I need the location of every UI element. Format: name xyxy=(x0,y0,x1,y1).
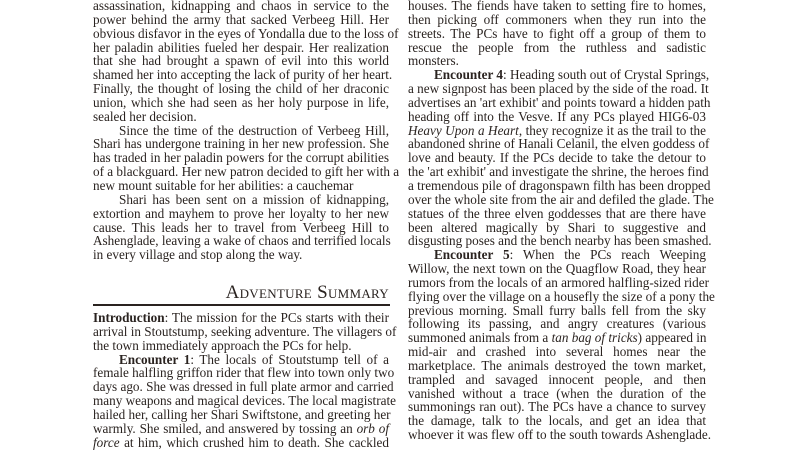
text-segment: arrival in Stoutstump, seeking adventure. The villagers of xyxy=(93,323,397,339)
text-line xyxy=(408,221,706,235)
text-segment: flying over the village on a housefly the size of a pony the xyxy=(408,288,715,304)
text-line xyxy=(408,317,706,331)
text-segment: disgusting poses and the bench nearby has been smashed. xyxy=(408,233,712,249)
text-segment: the town immediately approach the PCs for help. xyxy=(93,337,352,353)
text-segment: : Heading south out of Crystal Springs, xyxy=(503,67,710,83)
text-segment: warmly. She smiled, and answered by tossing an xyxy=(93,420,357,436)
right-column-encounters-text xyxy=(408,0,715,443)
text-line xyxy=(408,262,706,276)
section-heading-adventure-summary: Adventure Summary xyxy=(225,282,389,303)
text-line xyxy=(408,345,706,359)
text-line xyxy=(408,288,715,304)
text-segment: whoever it was flew off to the south towards Ashenglade. xyxy=(408,427,712,443)
text-line xyxy=(93,436,389,450)
text-line xyxy=(93,221,389,235)
text-segment: then picking off commoners when they run into the xyxy=(408,11,706,27)
left-column-summary-text xyxy=(93,310,397,450)
text-line xyxy=(93,408,389,422)
text-segment: : When the PCs reach Weeping xyxy=(509,247,706,263)
text-segment: , they recognize it as the trail to the xyxy=(518,122,707,138)
text-line xyxy=(408,400,706,414)
text-line xyxy=(408,373,706,387)
text-segment: Willow, the next town on the Quagflow Road, they hear xyxy=(408,261,706,277)
text-segment: in every village and stop along the way. xyxy=(93,247,303,263)
text-segment: has traded in her paladin powers for the corrupt abilities xyxy=(93,150,389,166)
text-line xyxy=(408,427,712,443)
text-line xyxy=(93,365,395,381)
text-line xyxy=(93,193,389,207)
text-segment: mid-air and crashed into several homes near the xyxy=(408,344,706,360)
bold-label: Encounter 5 xyxy=(434,247,510,263)
text-line xyxy=(93,353,389,367)
text-line xyxy=(408,136,710,152)
text-line xyxy=(93,41,389,55)
text-line xyxy=(408,331,706,345)
text-segment: summoned animals from a xyxy=(408,330,552,346)
text-segment: Shari has been sent on a mission of kidnapping, xyxy=(119,191,389,207)
text-segment: streets. The PCs have to fight off a group of them to xyxy=(408,25,706,41)
text-segment: houses. The fiends have taken to setting fire to homes, xyxy=(408,0,706,13)
text-line xyxy=(93,339,389,353)
text-line xyxy=(93,393,396,409)
text-segment: summonings ran out). The PCs have a chance to survey xyxy=(408,399,706,415)
text-segment: vanished without a trace (when the duration of the xyxy=(408,385,706,401)
text-line xyxy=(93,67,393,83)
text-segment: : The locals of Stoutstump tell of a xyxy=(190,351,389,367)
text-segment: new mount suitable for her abilities: a cauchemar xyxy=(93,177,354,193)
text-segment: a tremendous pile of dragonspawn filth has been dropped xyxy=(408,177,711,193)
text-line xyxy=(93,25,399,41)
text-segment: marketplace. The animals destroyed the town market, xyxy=(408,357,706,373)
text-line xyxy=(93,379,394,395)
text-line xyxy=(408,177,711,193)
left-column-background-text xyxy=(93,0,400,263)
text-line xyxy=(93,422,389,436)
text-line xyxy=(93,54,389,68)
text-segment: hailed her, calling her Shari Swiftstone, and greeting her xyxy=(93,406,391,422)
text-segment: union, which she had seen as her holy purpose in life, xyxy=(93,94,389,110)
text-line xyxy=(93,207,389,221)
text-line xyxy=(408,81,709,97)
text-line xyxy=(408,41,706,55)
text-segment: love and beauty. If the PCs decide to take the detour to xyxy=(408,150,706,166)
text-line xyxy=(93,137,389,151)
text-segment: abandoned shrine of Hanali Celanil, the elven goddess of xyxy=(408,136,710,152)
text-line xyxy=(408,191,714,207)
text-line xyxy=(93,82,389,96)
text-segment: ) appeared in xyxy=(637,330,707,346)
text-line xyxy=(408,94,711,110)
text-segment: Since the time of the destruction of Verbeeg Hill, xyxy=(119,122,389,138)
text-line xyxy=(93,234,389,248)
text-segment: a new signpost has been placed by the side of the road. It xyxy=(408,81,709,97)
text-line xyxy=(408,164,709,180)
text-segment: : The mission for the PCs starts with their xyxy=(164,310,389,325)
text-segment: over the whole site from the air and defiled the glade. The xyxy=(408,191,714,207)
bold-label: Introduction xyxy=(93,310,165,325)
text-segment: monsters. xyxy=(408,53,459,69)
text-line xyxy=(408,54,706,68)
italic-text: tan bag of tricks xyxy=(551,330,638,346)
text-segment: Shari has undergone training in her new profession. She xyxy=(93,136,389,152)
text-segment: at him, which crushed him to death. She cackled xyxy=(119,434,389,450)
text-line xyxy=(93,323,397,339)
text-segment: trampled and savaged innocent people, and then xyxy=(408,371,706,387)
text-line xyxy=(408,414,706,428)
text-line xyxy=(408,207,706,221)
text-line xyxy=(408,27,706,41)
text-segment: statues of the three elven goddesses that are there have xyxy=(408,205,706,221)
text-segment: Finally, the thought of losing the child of her draconic xyxy=(93,81,389,97)
text-line xyxy=(408,233,712,249)
italic-text: orb of xyxy=(356,420,390,436)
text-line xyxy=(93,96,389,110)
text-line xyxy=(408,151,706,165)
text-segment: the damage, talk to the locals, and get an idea that xyxy=(408,413,706,429)
text-segment: advertises an 'art exhibit' and points toward a hidden path xyxy=(408,94,711,110)
text-line xyxy=(408,387,706,401)
text-segment: rescue the people from the ruthless and sadistic xyxy=(408,39,706,55)
text-line xyxy=(93,311,389,325)
text-line xyxy=(93,164,400,180)
text-segment: extortion and mayhem to prove her loyalty to her new xyxy=(93,205,389,221)
text-line xyxy=(93,110,389,124)
bold-label: Encounter 1 xyxy=(119,351,191,367)
text-line xyxy=(93,179,389,193)
text-line xyxy=(93,124,389,138)
text-line xyxy=(93,248,389,262)
text-line xyxy=(408,124,706,138)
text-segment: Ashenglade, leaving a wake of chaos and terrified locals xyxy=(93,233,391,249)
text-line xyxy=(408,304,706,318)
text-line xyxy=(408,274,710,290)
text-segment: days ago. She was dressed in full plate armor and carried xyxy=(93,379,394,395)
heading-rule-divider xyxy=(93,304,390,306)
text-segment: female halfling griffon rider that flew into town only two xyxy=(93,365,395,381)
text-segment: many weapons and magical devices. The local magistrate xyxy=(93,393,396,409)
bold-label: Encounter 4 xyxy=(434,67,503,83)
text-segment: shamed her into accepting the lack of purity of her heart. xyxy=(93,67,393,83)
text-segment: obvious disfavor in the eyes of Yondalla due to the loss of xyxy=(93,25,399,41)
text-line xyxy=(408,359,706,373)
text-segment: the 'art exhibit' and investigate the shrine, the heroes find xyxy=(408,164,709,180)
text-line xyxy=(93,151,389,165)
text-segment: of a blackguard. Her new patron decided to gift her with a xyxy=(93,164,400,180)
text-segment: power behind the army that sacked Verbeeg Hill. Her xyxy=(93,11,389,27)
text-line xyxy=(408,67,710,83)
text-segment: assassination, kidnapping and chaos in service to the xyxy=(93,0,389,13)
italic-text: force xyxy=(93,434,120,450)
text-line xyxy=(408,248,706,262)
text-segment: rumors from the locals of an armored halfling-sized rider xyxy=(408,274,710,290)
text-segment: following its passing, and angry creatures (various xyxy=(408,316,706,332)
italic-text: Heavy Upon a Heart xyxy=(408,122,519,138)
text-segment: that she had brought a spawn of evil into this world xyxy=(93,53,389,69)
text-segment: sealed her decision. xyxy=(93,108,197,124)
text-line xyxy=(408,13,706,27)
text-segment: been altered magically by Shari to suggestive and xyxy=(408,219,706,235)
text-segment: cause. This leads her to travel from Verbeeg Hill to xyxy=(93,219,389,235)
text-segment: heading off into the Vesve. If any PCs played HIG6-03 xyxy=(408,108,706,124)
text-segment: her paladin abilities fueled her despair. Her realization xyxy=(93,39,389,55)
text-line xyxy=(408,110,706,124)
text-segment: previous morning. Small furry balls fell from the sky xyxy=(408,302,706,318)
text-line xyxy=(93,13,389,27)
